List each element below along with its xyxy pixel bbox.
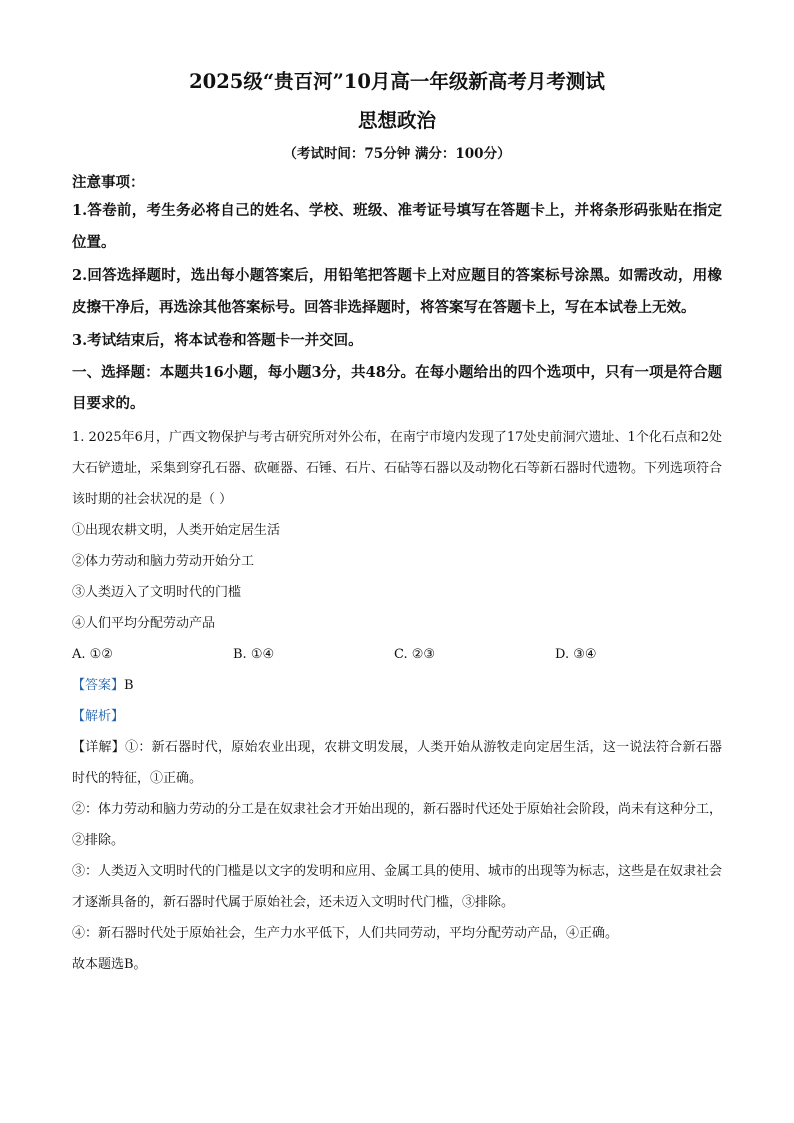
analysis-tag: 【解析】 — [72, 708, 125, 724]
choice-a: A. ①② — [72, 646, 113, 662]
choice-c: C. ②③ — [394, 646, 436, 662]
statement-item: ④人们平均分配劳动产品 — [72, 615, 216, 631]
section-heading: 一、选择题：本题共16小题，每小题3分，共48分。在每小题给出的四个选项中，只有一项是符合题目要求的。 — [72, 363, 722, 412]
exam-title: 2025级“贵百河”10月高一年级新高考月考测试 — [189, 70, 605, 93]
answer-value: B — [124, 677, 134, 693]
notice-item-2: 2.回答选择题时，选出每小题答案后，用铅笔把答题卡上对应题目的答案标号涂黑。如需改动，用橡皮擦干净后，再选涂其他答案标号。回答非选择题时，将答案写在答题卡上，写在本试卷上无效。 — [72, 267, 722, 316]
question-stem: 1. 2025年6月，广西文物保护与考古研究所对外公布，在南宁市境内发现了17处史前洞穴遗址、1个化石点和2处大石铲遗址，采集到穿孔石器、砍砸器、石锤、石片、石砧等石器以及动物化石等新石器时代遗物。下列选项符合该时期的社会状况的是（ ） — [72, 429, 723, 507]
subject-title: 思想政治 — [357, 109, 436, 132]
answer-tag: 【答案】 — [72, 677, 125, 693]
choice-b: B. ①④ — [233, 646, 275, 662]
choice-d: D. ③④ — [555, 646, 597, 662]
statement-item: ①出现农耕文明，人类开始定居生活 — [72, 522, 281, 538]
answer-line — [72, 670, 722, 701]
statement-item: ③人类迈入了文明时代的门槛 — [72, 584, 242, 600]
analysis-line — [72, 701, 722, 732]
notice-item-1: 1.答卷前，考生务必将自己的姓名、学校、班级、准考证号填写在答题卡上，并将条形码张贴在指定位置。 — [72, 202, 722, 251]
analysis-paragraph: ②：体力劳动和脑力劳动的分工是在奴隶社会才开始出现的，新石器时代还处于原始社会阶段，尚未有这种分工，②排除。 — [72, 801, 723, 848]
conclusion-text: 故本题选B。 — [72, 956, 147, 972]
choice-row — [72, 639, 722, 670]
notice-item-3: 3.考试结束后，将本试卷和答题卡一并交回。 — [72, 332, 363, 349]
exam-info: （考试时间：75分钟 满分：100分） — [283, 146, 511, 162]
analysis-paragraph — [72, 732, 722, 794]
page-content — [72, 70, 722, 980]
analysis-paragraph: ④：新石器时代处于原始社会，生产力水平低下，人们共同劳动，平均分配劳动产品，④正确。 — [72, 925, 619, 941]
analysis-text: ①：新石器时代，原始农业出现，农耕文明发展，人类开始从游牧走向定居生活，这一说法符合新石器时代的特征，①正确。 — [72, 739, 722, 786]
statement-item: ②体力劳动和脑力劳动开始分工 — [72, 553, 255, 569]
analysis-paragraph: ③：人类迈入文明时代的门槛是以文字的发明和应用、金属工具的使用、城市的出现等为标志，这些是在奴隶社会才逐渐具备的，新石器时代属于原始社会，还未迈入文明时代门槛，③排除。 — [72, 863, 723, 910]
notice-heading: 注意事项： — [72, 174, 145, 191]
detail-tag: 【详解】 — [72, 739, 126, 755]
